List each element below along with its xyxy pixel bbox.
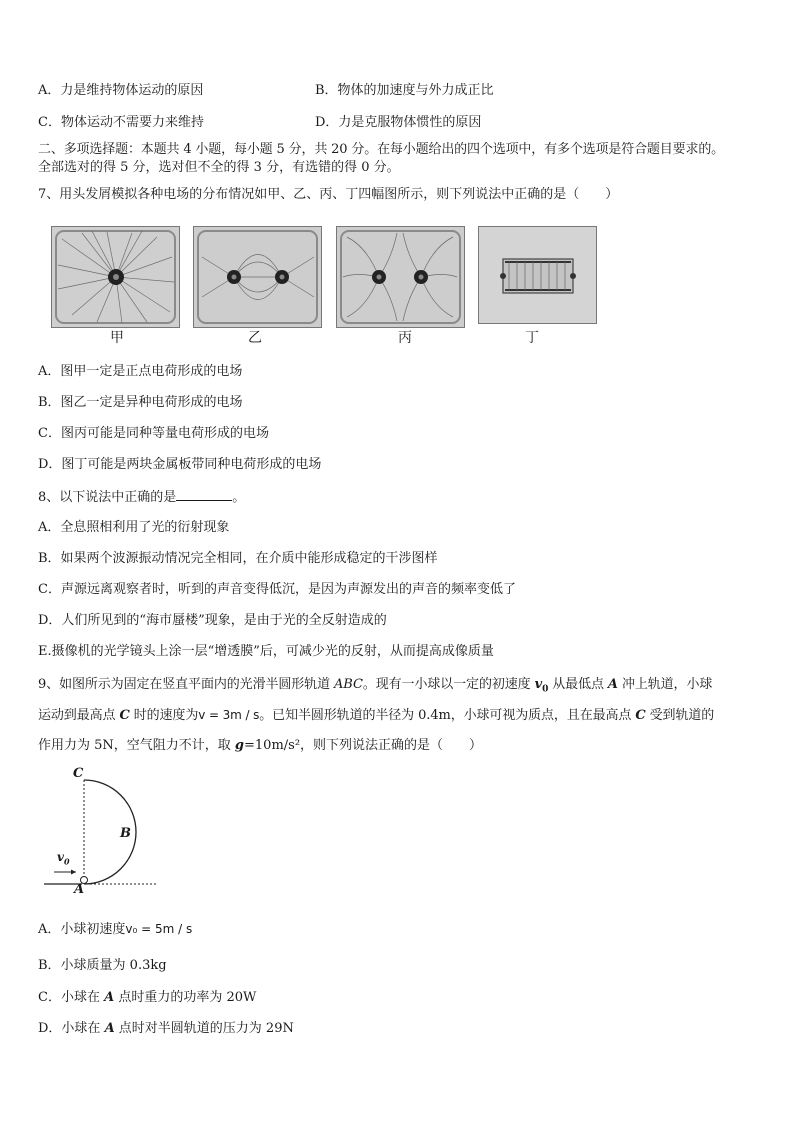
q9-velocity-formula: v = 3m / s	[198, 708, 260, 722]
q7-stem: 7、用头发屑模拟各种电场的分布情况如甲、乙、丙、丁四幅图所示，则下列说法中正确的是（ ）	[38, 187, 619, 202]
q9-text: 作用力为 5N，空气阻力不计，取	[38, 738, 235, 753]
q9-stem-line2	[38, 706, 714, 725]
q9-option-a	[38, 920, 192, 939]
q9-point-a: A	[104, 1021, 115, 1036]
q7-caption-jia: 甲	[110, 330, 124, 346]
q8-option-c: C．声源远离观察者时，听到的声音变得低沉，是因为声源发出的声音的频率变低了	[38, 582, 516, 597]
q9-point-c: C	[635, 708, 646, 723]
q9-text: 点时重力的功率为 20W	[114, 990, 257, 1005]
q9-point-c: C	[119, 708, 130, 723]
q7-photo-bing	[336, 226, 465, 328]
q8-option-d: D．人们所见到的“海市蜃楼”现象，是由于光的全反射造成的	[38, 613, 387, 628]
q9-figure-label-a: A	[74, 882, 85, 897]
q6-option-c: C．物体运动不需要力来维持	[38, 115, 204, 130]
q9-text: 冲上轨道，小球	[617, 677, 713, 692]
q9-point-a: A	[104, 990, 115, 1005]
q9-text: D．小球在	[38, 1021, 105, 1036]
q9-stem-line3	[38, 737, 482, 755]
q9-text: 9、如图所示为固定在竖直平面内的光滑半圆形轨道	[38, 677, 335, 692]
q7-option-b: B．图乙一定是异种电荷形成的电场	[38, 395, 243, 410]
q9-track-diagram	[40, 766, 160, 897]
q9-text: 时的速度为	[129, 708, 199, 723]
q7-photo-yi	[193, 226, 322, 328]
q8-option-e: E.摄像机的光学镜头上涂一层“增透膜”后，可减少光的反射，从而提高成像质量	[38, 644, 494, 659]
q6-option-d: D．力是克服物体惯性的原因	[315, 115, 482, 130]
q9-text: =10m/s²，则下列说法正确的是（ ）	[244, 738, 483, 753]
q9-point-a: A	[607, 677, 618, 692]
q9-figure-label-b: B	[120, 826, 131, 841]
q8-stem-text: 8、以下说法中正确的是	[38, 490, 177, 505]
q9-figure-label-c: C	[73, 766, 84, 781]
q9-option-d	[38, 1020, 294, 1038]
q9-text: 从最低点	[548, 677, 608, 692]
q7-option-a: A．图甲一定是正点电荷形成的电场	[38, 364, 243, 379]
q8-option-a: A．全息照相利用了光的衍射现象	[38, 520, 230, 535]
q7-caption-yi: 乙	[248, 330, 262, 346]
q9-figure-v0-subscript: 0	[63, 856, 70, 867]
q8-stem	[38, 488, 245, 507]
q7-option-c: C．图丙可能是同种等量电荷形成的电场	[38, 426, 269, 441]
q7-photo-ding	[478, 226, 597, 324]
q9-option-a-formula: v₀ = 5m / s	[125, 922, 193, 936]
q9-option-b: B．小球质量为 0.3kg	[38, 958, 167, 973]
q7-caption-ding: 丁	[525, 330, 539, 346]
q9-text: 。现有一小球以一定的初速度	[362, 677, 535, 692]
q9-g-symbol: g	[234, 738, 245, 753]
q8-option-b: B．如果两个波源振动情况完全相同，在介质中能形成稳定的干涉图样	[38, 551, 438, 566]
q7-photo-jia	[51, 226, 180, 328]
q9-track-label: ABC	[334, 677, 363, 692]
section-2-instructions-line1: 二、多项选择题：本题共 4 小题，每小题 5 分，共 20 分。在每小题给出的四个选项中，有多个选项是符合题目要求的。	[38, 142, 725, 157]
section-2-instructions-line2: 全部选对的得 5 分，选对但不全的得 3 分，有选错的得 0 分。	[38, 160, 400, 175]
q9-text: 受到轨道的	[645, 708, 715, 723]
q9-figure-v0-symbol: v	[57, 850, 64, 864]
q9-text: 运动到最高点	[38, 708, 120, 723]
q7-caption-bing: 丙	[398, 330, 412, 346]
q9-v0-subscript: 0	[542, 684, 549, 695]
q9-text: C．小球在	[38, 990, 105, 1005]
q9-text: 点时对半圆轨道的压力为 29N	[114, 1021, 294, 1036]
q9-v0-symbol: v	[534, 677, 543, 692]
q8-answer-blank	[176, 488, 232, 501]
q9-option-a-text: A．小球初速度	[38, 922, 126, 937]
q6-option-b: B．物体的加速度与外力成正比	[315, 83, 494, 98]
q9-figure-label-v0	[57, 850, 70, 866]
q6-option-a: A．力是维持物体运动的原因	[38, 83, 204, 98]
q8-stem-end: 。	[232, 490, 246, 505]
q9-text: 。已知半圆形轨道的半径为 0.4m，小球可视为质点，且在最高点	[259, 708, 636, 723]
q9-stem-line1	[38, 676, 712, 699]
q9-option-c	[38, 989, 256, 1007]
q7-option-d: D．图丁可能是两块金属板带同种电荷形成的电场	[38, 457, 322, 472]
